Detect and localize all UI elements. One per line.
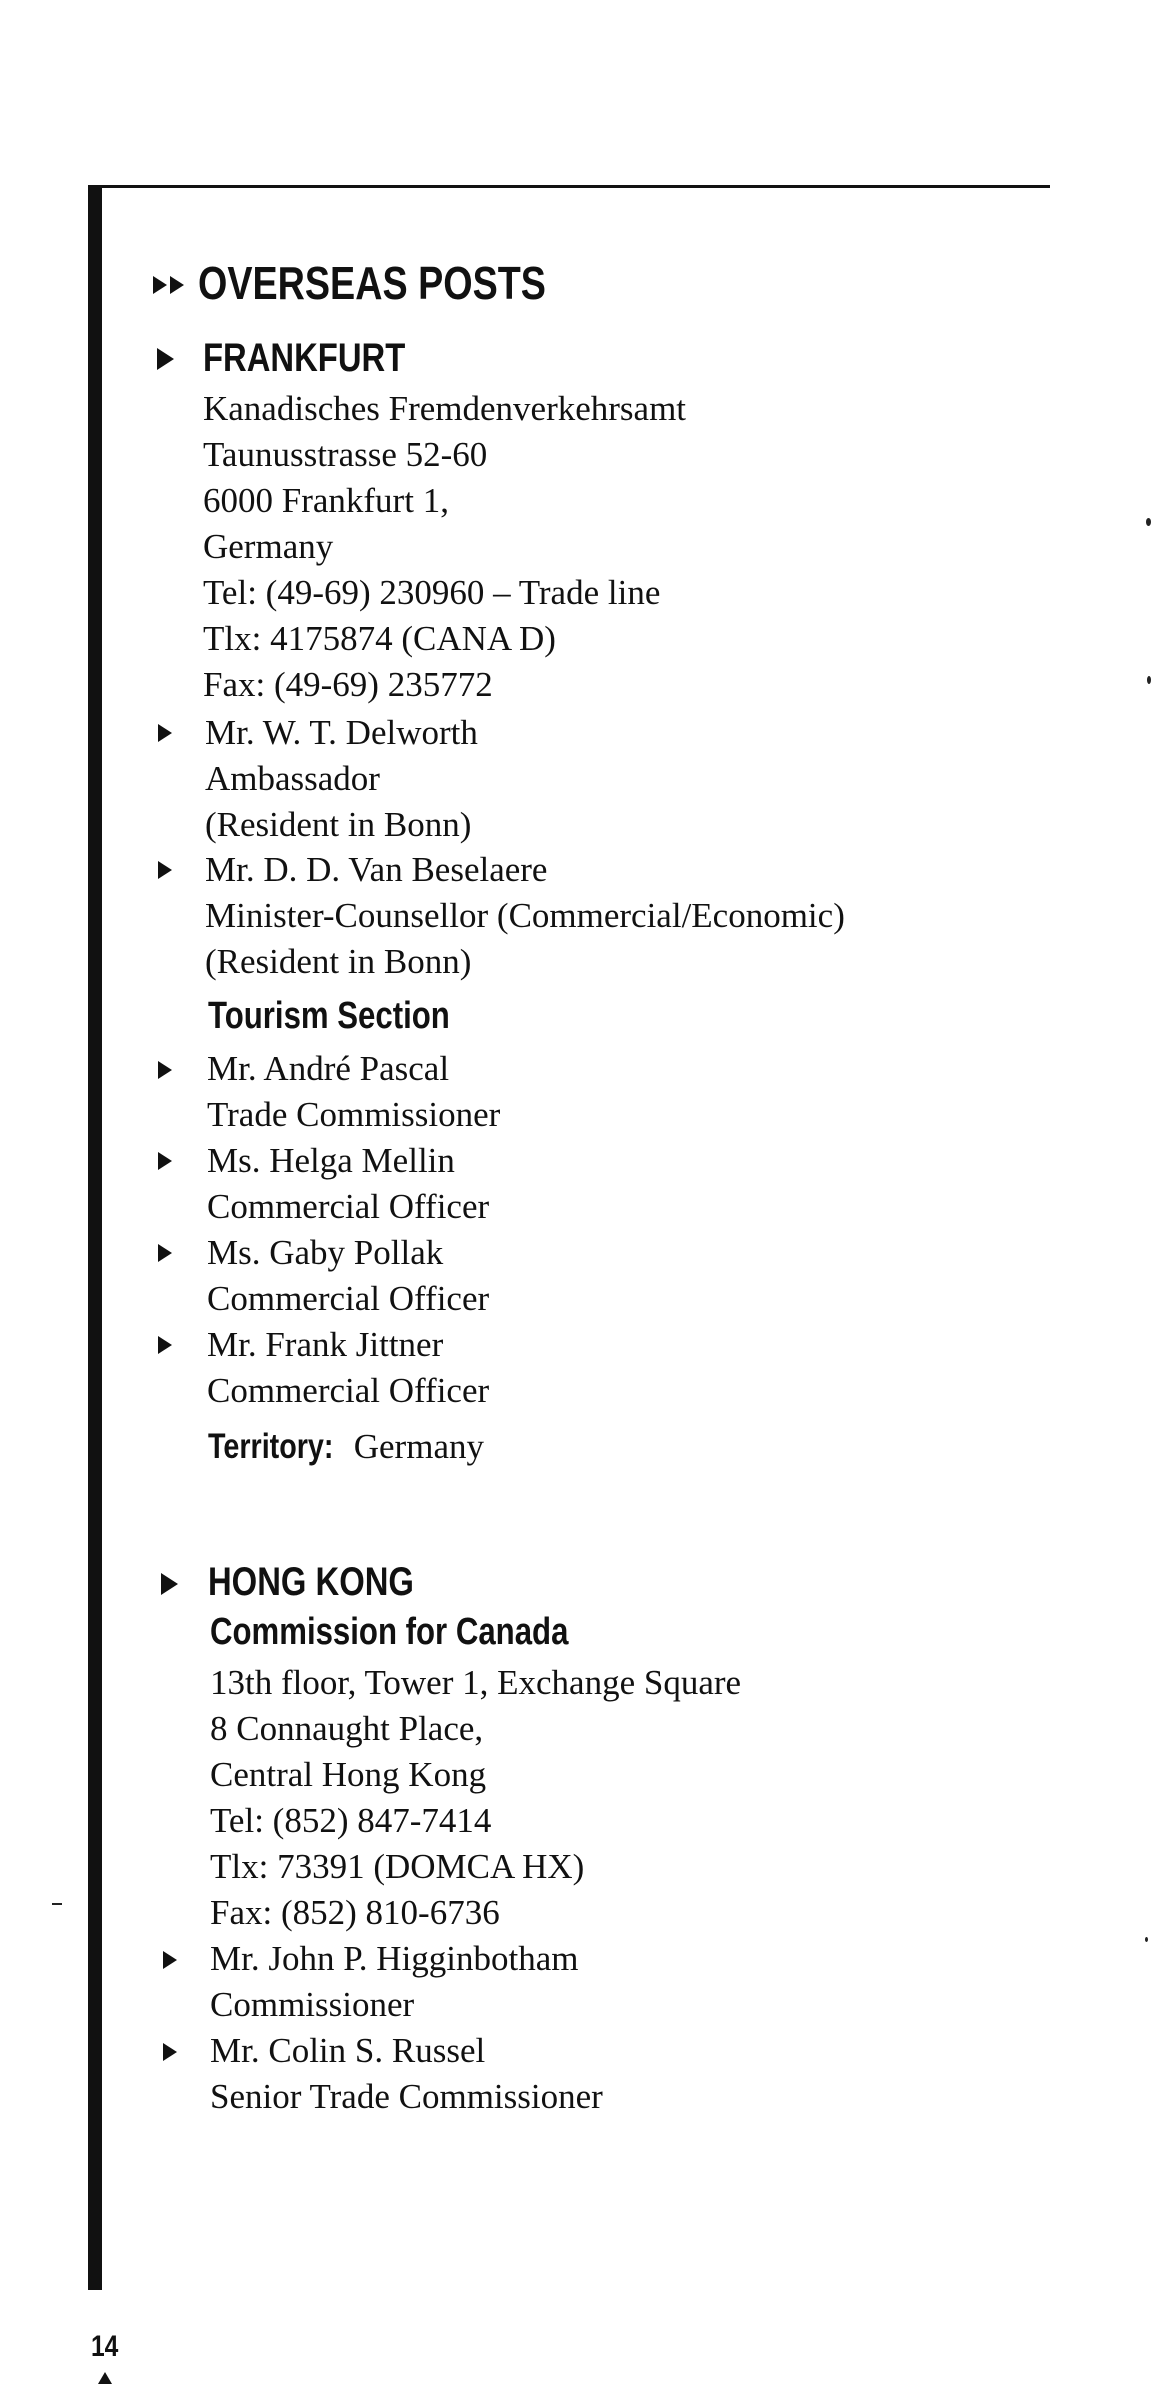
top-rule (88, 185, 1050, 188)
contact-title: Ambassador (205, 759, 380, 798)
arrow-bullet-icon (158, 724, 172, 742)
address-line: Kanadisches Fremdenverkehrsamt (203, 389, 687, 428)
section-title: OVERSEAS POSTS (198, 257, 546, 309)
arrow-bullet-icon (161, 1573, 178, 1595)
territory-line (208, 1424, 484, 1470)
contact-name: Mr. Frank Jittner (207, 1325, 444, 1364)
contact-title: Minister-Counsellor (Commercial/Economic) (205, 896, 845, 935)
territory-value: Germany (353, 1427, 484, 1466)
contact-name: Mr. D. D. Van Beselaere (205, 850, 548, 889)
arrow-bullet-icon (163, 1951, 177, 1969)
scan-speck (1145, 1937, 1148, 1942)
city-heading-hongkong: HONG KONG (208, 1560, 414, 1604)
contact-note: (Resident in Bonn) (205, 805, 472, 844)
contact-name: Mr. Colin S. Russel (210, 2031, 486, 2070)
contact-name: Mr. John P. Higginbotham (210, 1939, 579, 1978)
double-arrow-icon-1 (153, 276, 167, 294)
contact-name: Mr. W. T. Delworth (205, 713, 478, 752)
address-line: Taunusstrasse 52-60 (203, 435, 488, 474)
contact-title: Commercial Officer (207, 1371, 490, 1410)
scan-speck (1146, 518, 1151, 526)
address-line: 6000 Frankfurt 1, (203, 481, 449, 520)
fax-line: Fax: (49-69) 235772 (203, 665, 493, 704)
up-arrow-icon (98, 2372, 112, 2384)
arrow-bullet-icon (158, 1061, 172, 1079)
contact-name: Mr. André Pascal (207, 1049, 450, 1088)
contact-name: Ms. Helga Mellin (207, 1141, 455, 1180)
city-heading-frankfurt: FRANKFURT (203, 336, 406, 380)
address-line: 13th floor, Tower 1, Exchange Square (210, 1663, 742, 1702)
arrow-bullet-icon (158, 1152, 172, 1170)
arrow-bullet-icon (157, 348, 174, 370)
office-name: Commission for Canada (210, 1611, 569, 1653)
section-label-tourism: Tourism Section (208, 995, 450, 1037)
contact-title: Commissioner (210, 1985, 415, 2024)
scan-speck (1147, 676, 1151, 684)
contact-title: Senior Trade Commissioner (210, 2077, 603, 2116)
contact-title: Commercial Officer (207, 1187, 490, 1226)
telex-line: Tlx: 4175874 (CANA D) (203, 619, 556, 658)
address-line: Germany (203, 527, 334, 566)
double-arrow-icon-2 (170, 276, 184, 294)
arrow-bullet-icon (158, 861, 172, 879)
phone-line: Tel: (49-69) 230960 – Trade line (203, 573, 661, 612)
phone-line: Tel: (852) 847-7414 (210, 1801, 492, 1840)
address-line: Central Hong Kong (210, 1755, 487, 1794)
scan-speck (52, 1903, 62, 1905)
arrow-bullet-icon (158, 1336, 172, 1354)
contact-title: Trade Commissioner (207, 1095, 501, 1134)
territory-label: Territory: (208, 1427, 334, 1466)
fax-line: Fax: (852) 810-6736 (210, 1893, 500, 1932)
contact-note: (Resident in Bonn) (205, 942, 472, 981)
contact-title: Commercial Officer (207, 1279, 490, 1318)
arrow-bullet-icon (163, 2043, 177, 2061)
contact-name: Ms. Gaby Pollak (207, 1233, 444, 1272)
address-line: 8 Connaught Place, (210, 1709, 484, 1748)
page-number: 14 (91, 2330, 119, 2363)
left-margin-bar (88, 188, 102, 2290)
arrow-bullet-icon (158, 1244, 172, 1262)
telex-line: Tlx: 73391 (DOMCA HX) (210, 1847, 585, 1886)
